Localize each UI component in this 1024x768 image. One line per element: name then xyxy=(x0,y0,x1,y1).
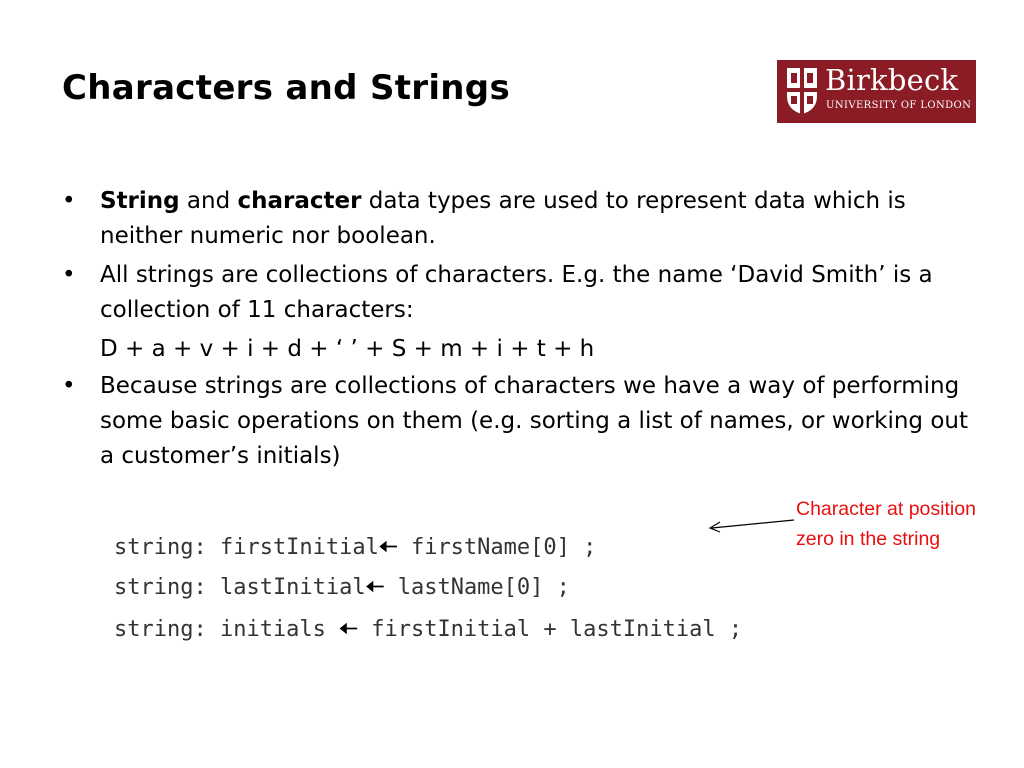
bullet-text: data types are used to represent data which is neither numeric nor boolean. xyxy=(100,188,906,249)
left-arrow-icon: 🠠 xyxy=(339,617,358,642)
callout-arrow xyxy=(700,510,800,540)
bullet-text: All strings are collections of characters. E.g. the name ‘David Smith’ is a collection of 11 characters: xyxy=(100,262,933,323)
bullet-item xyxy=(62,184,982,254)
bullet-dot: • xyxy=(62,373,76,399)
code-lhs: string: initials xyxy=(114,617,340,642)
code-lhs: string: lastInitial xyxy=(114,575,366,600)
code-lhs: string: firstInitial xyxy=(114,535,379,560)
code-rhs: firstName[0] ; xyxy=(397,535,597,560)
birkbeck-logo xyxy=(777,60,976,123)
code-rhs: lastName[0] ; xyxy=(384,575,570,600)
example-expression: D + a + v + i + d + ‘ ’ + S + m + i + t + h xyxy=(100,336,595,362)
crest-icon xyxy=(785,66,819,116)
logo-subtitle: UNIVERSITY OF LONDON xyxy=(826,100,972,111)
logo-name: Birkbeck xyxy=(825,63,959,97)
code-rhs: firstInitial + lastInitial ; xyxy=(357,617,743,642)
left-arrow-icon: 🠠 xyxy=(378,535,398,560)
bullet-item xyxy=(62,258,982,328)
code-line xyxy=(114,570,570,608)
code-line xyxy=(114,530,596,568)
annotation-note: Character at position zero in the string xyxy=(796,498,976,550)
bold-term: String xyxy=(100,188,180,214)
bold-term: character xyxy=(237,188,362,214)
bullet-dot: • xyxy=(62,262,76,288)
left-arrow-icon: 🠠 xyxy=(365,575,385,600)
code-line xyxy=(114,612,742,650)
bullet-text: and xyxy=(179,188,238,214)
bullet-dot: • xyxy=(62,188,76,214)
bullet-text: Because strings are collections of characters we have a way of performing some basic operations on them (e.g. sorting a list of names, or working out a customer’s initials) xyxy=(100,373,969,469)
bullet-item xyxy=(62,369,982,474)
bullet-list xyxy=(62,184,982,478)
slide-title: Characters and Strings xyxy=(62,68,510,108)
